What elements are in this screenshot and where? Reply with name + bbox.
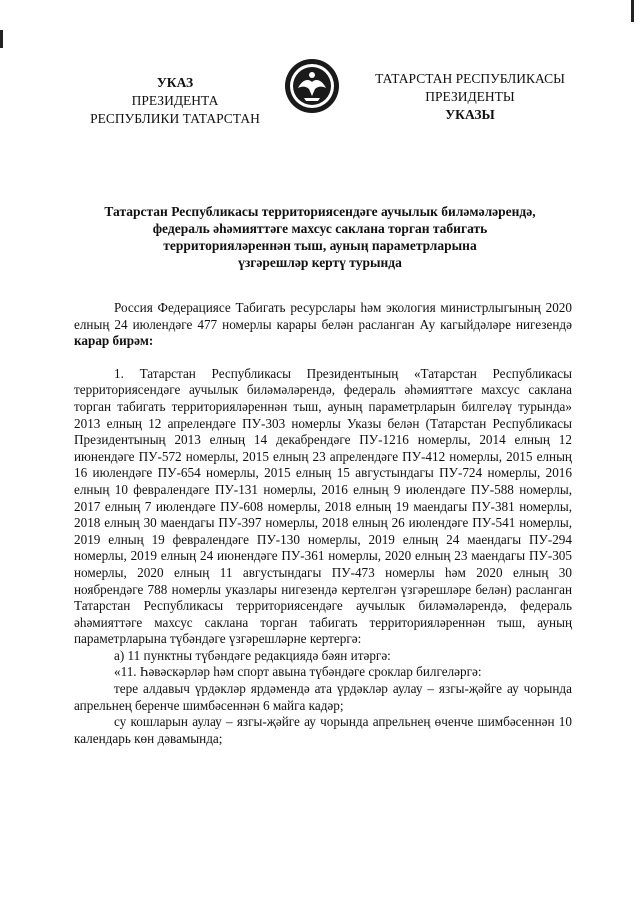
coat-of-arms-emblem xyxy=(284,58,340,114)
body-paragraph: су кошларын аулау – язгы-җәйге ау чорында апрельнең өченче шимбәсеннән 10 календарь көн дәвамында; xyxy=(74,714,572,746)
body-paragraph: «11. Һәвәскәрләр һәм спорт авына түбәндәге сроклар билгеләргә: xyxy=(114,664,482,680)
header-tatar xyxy=(355,70,585,124)
body-paragraph: 1. Татарстан Республикасы Президентының «Татарстан Республикасы территориясендәге аучылык биләмәләрендә, федераль әһәмияттәге махсус саклана торган табигать территорияләреннән тыш, ауның параметрларын билгеләү турында» 2013 елның 12 апрелендәге ПУ-303 номерлы Указы белән (Татарстан Республикасы Президентының 2013 елның 14 декабрендәге ПУ-1216 номерлы, 2014 елның 12 июнендәге ПУ-572 номерлы, 2015 елның 23 апрелендәге ПУ-412 номерлы, 2015 елның 16 июлендәге ПУ-654 номерлы, 2015 елның 15 августындагы ПУ-724 номерлы, 2016 елның 10 февралендәге ПУ-131 номерлы, 2016 елның 9 июлендәге ПУ-588 номерлы, 2017 елның 7 июлендәге ПУ-608 номерлы, 2018 елның 19 маендагы ПУ-381 номерлы, 2018 елның 30 маендагы ПУ-397 номерлы, 2018 елның 26 июлендәге ПУ-541 номерлы, 2019 елның 19 февралендәге ПУ-130 номерлы, 2019 елның 24 маендагы ПУ-294 номерлы, 2019 елның 24 июнендәге ПУ-361 номерлы, 2020 елның 23 маендагы ПУ-305 номерлы, 2020 елның 11 августындагы ПУ-473 номерлы һәм 2020 елның 30 ноябрендәге 788 номерлы указлары нигезендә кертелгән үзгәрешләре белән) расланган Татарстан Республикасы территориясендәге аучылык биләмәләрендә, федераль әһәмияттәге махсус саклана торган табигать территорияләреннән тыш, ауның параметрларына түбәндәге үзгәрешләрне кертергә: xyxy=(74,365,572,647)
document-body xyxy=(74,300,572,747)
intro-decree: карар бирәм: xyxy=(74,333,154,349)
document-title xyxy=(70,203,570,271)
title-line: федераль әһәмияттәге махсус саклана торган табигать xyxy=(152,221,488,236)
header-right-line: ТАТАРСТАН РЕСПУБЛИКАСЫ xyxy=(375,71,565,86)
header-left-line: РЕСПУБЛИКИ ТАТАРСТАН xyxy=(90,111,260,126)
body-paragraph: тере алдавыч үрдәкләр ярдәмендә ата үрдәкләр аулау – язгы-җәйге ау чорында апрельнең беренче шимбәсеннән 6 майга кадәр; xyxy=(74,681,572,713)
scan-mark xyxy=(0,30,3,48)
title-line: үзгәрешләр кертү турында xyxy=(238,255,402,270)
header-right-line: ПРЕЗИДЕНТЫ xyxy=(425,89,515,104)
header-left-line: УКАЗ xyxy=(156,75,194,90)
header-right-line: УКАЗЫ xyxy=(445,107,495,122)
title-line: Татарстан Республикасы территориясендәге аучылык биләмәләрендә, xyxy=(104,204,536,219)
intro-text: Россия Федерациясе Табигать ресурслары һәм экология министрлыгының 2020 елның 24 июлендәге 477 номерлы карары белән расланган Ау кагыйдәләре нигезендә xyxy=(74,300,572,332)
title-line: территорияләреннән тыш, ауның параметрларына xyxy=(163,238,477,253)
scan-mark xyxy=(631,0,634,22)
body-paragraph: а) 11 пунктны түбәндәге редакциядә бәян итәргә: xyxy=(114,647,391,663)
header-left-line: ПРЕЗИДЕНТА xyxy=(131,93,219,108)
intro-paragraph xyxy=(74,300,572,350)
header-russian xyxy=(70,74,280,128)
